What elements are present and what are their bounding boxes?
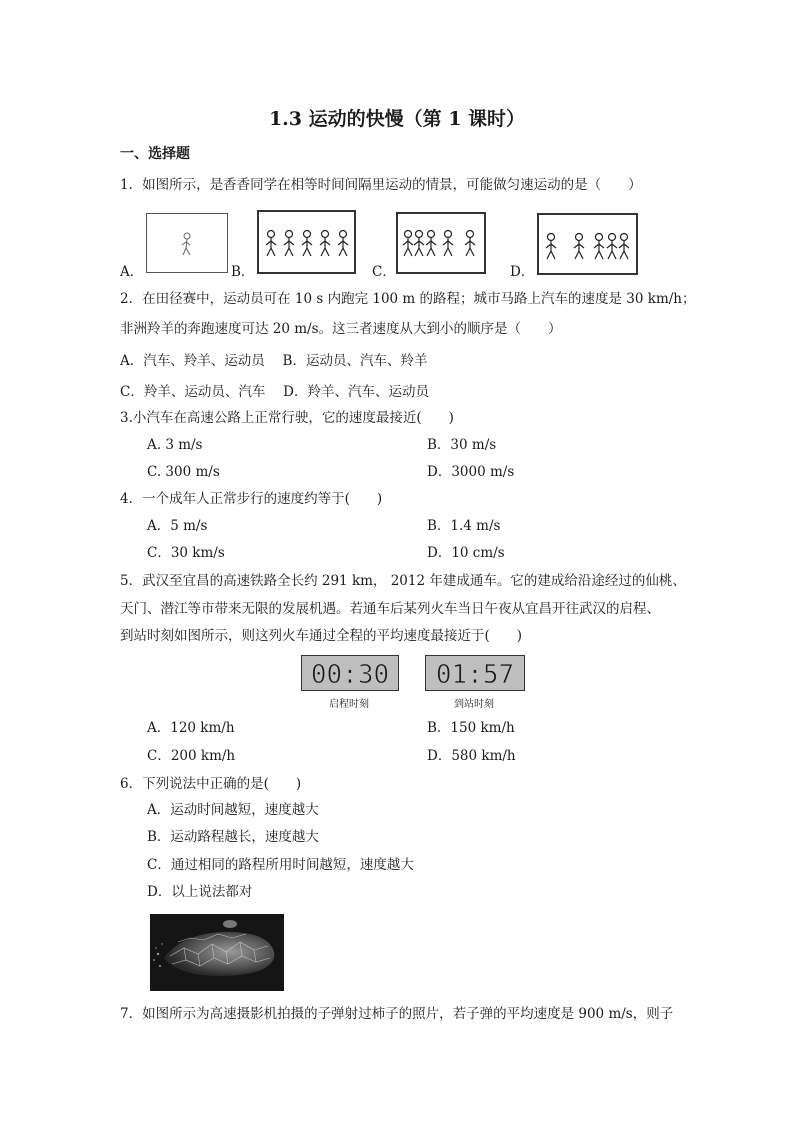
q1-label-a: A． xyxy=(120,264,144,280)
q1-figure-c xyxy=(396,212,486,274)
q5-stem-line2: 天门、潜江等市带来无限的发展机遇。若通车后某列火车当日午夜从宜昌开往武汉的启程、 xyxy=(120,601,660,617)
q1-figure-a xyxy=(146,213,228,273)
departure-clock xyxy=(301,655,399,691)
walker-figure-icon xyxy=(147,214,227,272)
q3-option-c: C. 300 m/s xyxy=(147,464,220,480)
q3-stem: 3.小汽车在高速公路上正常行驶，它的速度最接近( ) xyxy=(120,410,454,426)
q2-stem-line2: 非洲羚羊的奔跑速度可达 20 m/s。这三者速度从大到小的顺序是（ ） xyxy=(120,321,562,337)
q6-option-c: C．通过相同的路程所用时间越短，速度越大 xyxy=(147,857,414,873)
q3-option-b: B．30 m/s xyxy=(427,437,497,453)
q1-label-c: C． xyxy=(372,264,396,280)
walkers-figure-icon xyxy=(398,214,484,272)
departure-caption: 启程时刻 xyxy=(329,699,369,710)
departure-time: 00:30 xyxy=(310,660,390,690)
q6-option-d: D．以上说法都对 xyxy=(147,884,253,900)
q6-option-a: A．运动时间越短，速度越大 xyxy=(147,802,319,818)
q1-figure-b xyxy=(257,210,356,274)
q2-stem-line1: 2．在田径赛中，运动员可在 10 s 内跑完 100 m 的路程；城市马路上汽车的速度是 30 km/h； xyxy=(120,291,696,307)
q1-label-d: D． xyxy=(510,264,535,280)
bullet-persimmon-photo xyxy=(150,914,284,991)
q6-option-b: B．运动路程越长，速度越大 xyxy=(147,829,319,845)
q5-stem-line1: 5．武汉至宜昌的高速铁路全长约 291 km， 2012 年建成通车。它的建成给沿途经过的仙桃、 xyxy=(120,573,686,589)
arrival-time: 01:57 xyxy=(435,660,515,690)
section-heading: 一、选择题 xyxy=(120,146,190,162)
q3-option-a: A. 3 m/s xyxy=(147,437,203,453)
walkers-figure-icon xyxy=(259,212,354,272)
q1-label-b: B． xyxy=(231,264,255,280)
q7-stem: 7．如图所示为高速摄影机拍摄的子弹射过柿子的照片，若子弹的平均速度是 900 m/s，则子 xyxy=(120,1006,674,1022)
q5-option-a: A．120 km/h xyxy=(147,720,235,736)
q5-stem-line3: 到站时刻如图所示，则这列火车通过全程的平均速度最接近于( ) xyxy=(120,628,523,644)
q6-stem: 6．下列说法中正确的是( ) xyxy=(120,776,302,792)
q4-stem: 4．一个成年人正常步行的速度约等于( ) xyxy=(120,491,383,507)
q1-figure-d xyxy=(537,213,638,275)
q5-option-d: D．580 km/h xyxy=(427,748,516,764)
arrival-clock xyxy=(425,655,525,691)
arrival-caption: 到站时刻 xyxy=(454,699,494,710)
q4-option-a: A．5 m/s xyxy=(147,518,208,534)
page-title: 1.3 运动的快慢（第 1 课时） xyxy=(268,108,526,130)
q3-option-d: D．3000 m/s xyxy=(427,464,515,480)
walkers-figure-icon xyxy=(539,215,636,273)
q4-option-b: B．1.4 m/s xyxy=(427,518,501,534)
q5-option-b: B．150 km/h xyxy=(427,720,515,736)
q2-options-ab: A．汽车、羚羊、运动员 B．运动员、汽车、羚羊 xyxy=(120,353,428,369)
q5-option-c: C．200 km/h xyxy=(147,748,236,764)
q4-option-d: D．10 cm/s xyxy=(427,545,505,561)
q4-option-c: C．30 km/s xyxy=(147,545,225,561)
q2-options-cd: C．羚羊、运动员、汽车 D．羚羊、汽车、运动员 xyxy=(120,384,429,400)
q1-stem: 1．如图所示，是香香同学在相等时间间隔里运动的情景，可能做匀速运动的是（ ） xyxy=(120,177,642,193)
